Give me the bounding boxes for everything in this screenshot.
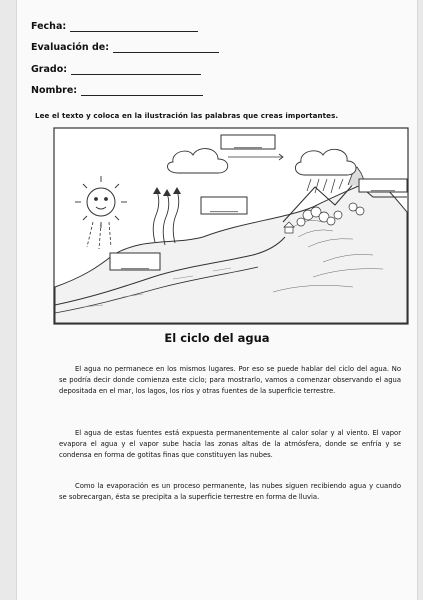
answer-box-middle[interactable]	[201, 197, 247, 214]
worksheet-page	[16, 0, 418, 600]
svg-text:_______: _______	[121, 260, 149, 269]
water-cycle-illustration	[53, 127, 409, 325]
grado-label: Grado:	[31, 64, 68, 75]
evaluacion-field	[31, 42, 219, 53]
answer-box-left[interactable]	[110, 253, 160, 270]
grado-blank-line[interactable]	[71, 65, 201, 75]
nombre-label: Nombre:	[31, 85, 78, 96]
fecha-label: Fecha:	[31, 21, 67, 32]
fecha-field	[31, 21, 198, 32]
fecha-blank-line[interactable]	[70, 22, 198, 32]
svg-text:_______: _______	[210, 203, 238, 212]
paragraph-3: Como la evaporación es un proceso permanente, las nubes siguen recibiendo agua y cuando se sobrecargan, ésta se precipita a la superficie terrestre en forma de lluvia.	[59, 482, 401, 502]
page-title: El ciclo del agua	[164, 331, 270, 345]
svg-text:_______: _______	[234, 139, 262, 148]
nombre-field	[31, 85, 203, 96]
evaluacion-blank-line[interactable]	[113, 43, 219, 53]
instruction-text: Lee el texto y coloca en la ilustración las palabras que creas importantes.	[35, 111, 339, 120]
evaluacion-label: Evaluación de:	[31, 42, 110, 53]
answer-box-right[interactable]	[359, 179, 407, 192]
paragraph-1: El agua no permanece en los mismos lugares. Por eso se puede hablar del ciclo del agua. No se podría decir donde comienza este ciclo; para mostrarlo, vamos a comenzar observando el agua depositada en el mar, los lagos, los ríos y otras fuentes de la superficie terrestre.	[59, 365, 401, 396]
paragraph-2: El agua de estas fuentes está expuesta permanentemente al calor solar y al viento. El vapor evapora el agua y el vapor sube hacia las zonas altas de la atmósfera, donde se enfría y se condensa en forma de gotitas finas que constituyen las nubes.	[59, 429, 401, 460]
svg-text:______: ______	[371, 182, 395, 191]
nombre-blank-line[interactable]	[81, 86, 203, 96]
answer-box-top[interactable]	[221, 135, 275, 149]
grado-field	[31, 64, 201, 75]
